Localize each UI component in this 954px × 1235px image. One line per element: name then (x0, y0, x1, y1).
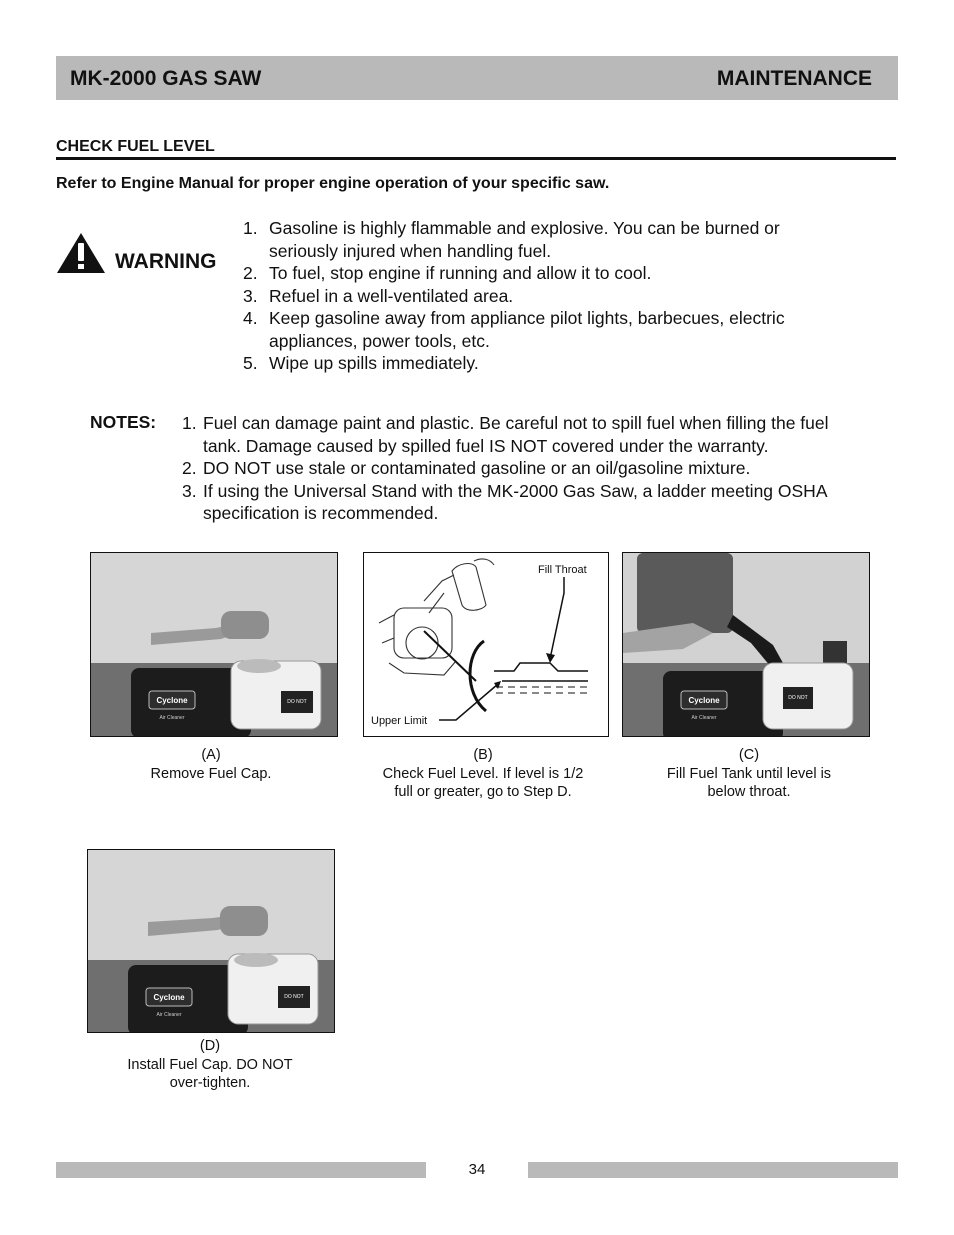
svg-text:Air Cleaner: Air Cleaner (159, 715, 185, 721)
intro-text: Refer to Engine Manual for proper engine operation of your specific saw. (56, 175, 610, 192)
svg-text:DO NOT: DO NOT (287, 699, 307, 705)
section-title: CHECK FUEL LEVEL (56, 138, 896, 160)
svg-text:Cyclone: Cyclone (156, 696, 188, 705)
caption-b: (B) Check Fuel Level. If level is 1/2 full or greater, go to Step D. (382, 747, 584, 800)
warning-item: 4. Keep gasoline away from appliance pilot lights, barbecues, electric appliances, power tools, etc. (243, 308, 785, 351)
svg-text:Air Cleaner: Air Cleaner (691, 715, 717, 721)
footer-bar-left (56, 1162, 426, 1178)
svg-text:Cyclone: Cyclone (688, 696, 720, 705)
fill-throat-label: Fill Throat (538, 564, 587, 576)
photo-remove-fuel-cap (90, 552, 338, 737)
chapter-title: MAINTENANCE (716, 67, 872, 90)
notes-label: NOTES: (90, 412, 157, 432)
caption-a: (A) Remove Fuel Cap. (150, 747, 272, 782)
footer-bar-right (528, 1162, 898, 1178)
notes-list (182, 412, 894, 525)
diagram-fuel-level (363, 552, 609, 737)
note-item: 1. Fuel can damage paint and plastic. Be careful not to spill fuel when filling the fuel tank. Damage caused by spilled fuel IS NOT covered under the warranty. (182, 413, 829, 456)
svg-text:Air Cleaner: Air Cleaner (156, 1012, 182, 1018)
header-bar (56, 56, 898, 100)
warning-item: 2. To fuel, stop engine if running and allow it to cool. (243, 263, 652, 283)
warning-list (243, 217, 883, 375)
svg-text:DO NOT: DO NOT (788, 695, 808, 701)
warning-triangle-icon (56, 232, 106, 274)
warning-label: WARNING (115, 250, 217, 273)
caption-c: (C) Fill Fuel Tank until level is below throat. (666, 747, 832, 800)
page-number: 34 (468, 1161, 486, 1178)
document-title: MK-2000 GAS SAW (70, 67, 262, 90)
svg-text:DO NOT: DO NOT (284, 994, 304, 1000)
upper-limit-label: Upper Limit (371, 715, 428, 727)
note-item: 2. DO NOT use stale or contaminated gasoline or an oil/gasoline mixture. (182, 458, 751, 478)
note-item: 3. If using the Universal Stand with the MK-2000 Gas Saw, a ladder meeting OSHA specification is recommended. (182, 480, 828, 523)
svg-text:Cyclone: Cyclone (153, 993, 185, 1002)
photo-fill-fuel-tank (622, 552, 870, 737)
warning-item: 1. Gasoline is highly flammable and explosive. You can be burned or seriously injured when handling fuel. (243, 218, 780, 261)
warning-item: 3. Refuel in a well-ventilated area. (243, 285, 514, 306)
photo-install-fuel-cap (87, 849, 335, 1033)
caption-d: (D) Install Fuel Cap. DO NOT over-tighten. (127, 1038, 293, 1091)
warning-item: 5. Wipe up spills immediately. (243, 353, 479, 373)
